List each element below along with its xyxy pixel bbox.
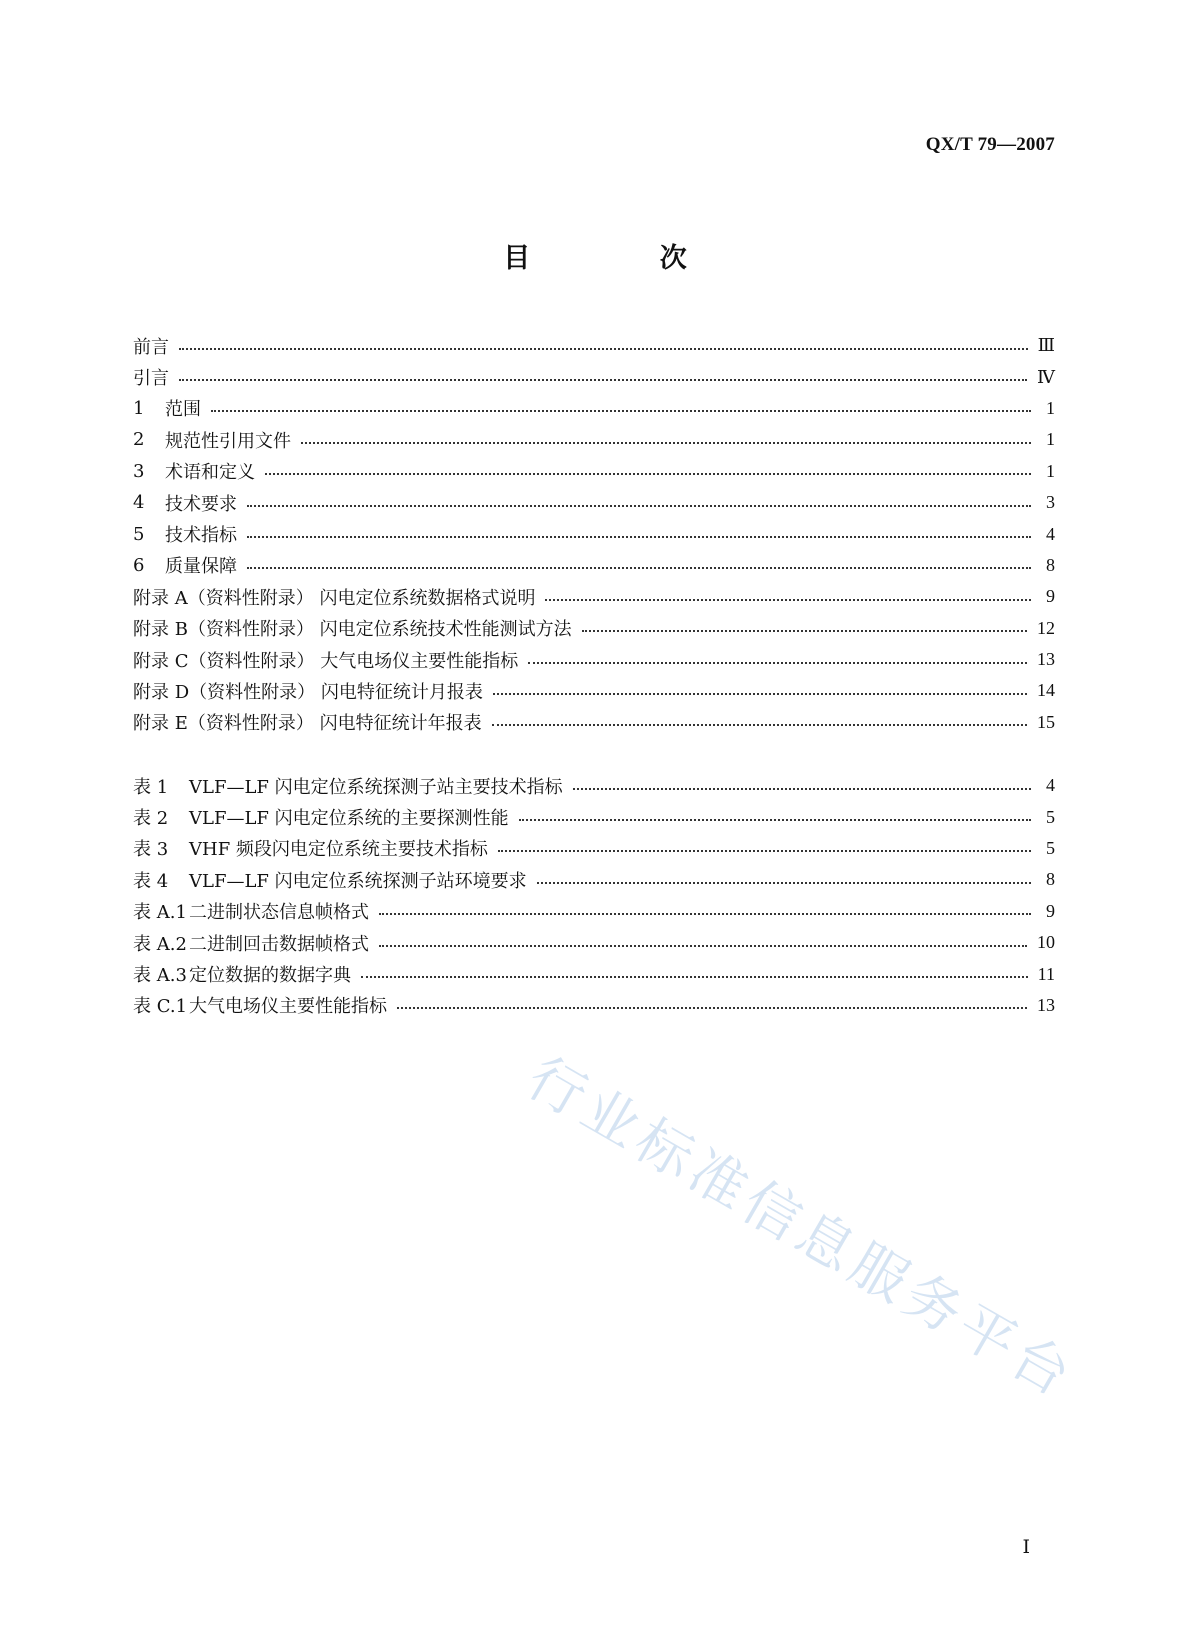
toc-entry-label: 附录 E（资料性附录） 闪电特征统计年报表 (133, 713, 482, 735)
toc-entry-number: 3 (133, 460, 145, 482)
table-entry-label: 二进制回击数据帧格式 (189, 933, 369, 955)
table-entry-page: 5 (1046, 806, 1055, 827)
toc-entry-label: 术语和定义 (165, 462, 255, 484)
toc-entry-page: 14 (1037, 680, 1055, 701)
table-entry[interactable] (133, 896, 1055, 927)
dot-leader (397, 1007, 1027, 1009)
toc-entry-label: 质量保障 (165, 556, 237, 578)
toc-entry-page: 1 (1046, 429, 1055, 450)
table-entry-number: 表 3 (133, 839, 169, 861)
table-entry-label: 二进制状态信息帧格式 (189, 902, 369, 924)
table-entry[interactable] (133, 958, 1055, 989)
table-entry-page: 10 (1037, 932, 1055, 953)
dot-leader (528, 662, 1027, 664)
toc-entry-number: 4 (133, 492, 145, 514)
toc-entry-page: Ⅲ (1037, 335, 1055, 356)
toc-entry[interactable] (133, 393, 1055, 424)
toc-entry-page: Ⅳ (1037, 366, 1055, 387)
table-entry[interactable] (133, 770, 1055, 801)
toc-entry-page: 1 (1046, 460, 1055, 481)
toc-entry-label: 附录 D（资料性附录） 闪电特征统计月报表 (133, 681, 483, 703)
table-entry-label: 定位数据的数据字典 (189, 965, 351, 987)
dot-leader (247, 567, 1031, 569)
toc-entry[interactable] (133, 361, 1055, 392)
toc-entry-label: 前言 (133, 336, 169, 358)
toc-list (133, 330, 1055, 738)
dot-leader (247, 505, 1031, 507)
table-entry-label: VLF—LF 闪电定位系统的主要探测性能 (189, 808, 509, 830)
toc-entry-page: 9 (1046, 586, 1055, 607)
table-entry-number: 表 A.1 (133, 902, 187, 924)
toc-entry[interactable] (133, 487, 1055, 518)
table-entry[interactable] (133, 864, 1055, 895)
dot-leader (379, 945, 1027, 947)
table-entry-number: 表 4 (133, 870, 169, 892)
table-entry-number: 表 C.1 (133, 996, 188, 1018)
dot-leader (379, 913, 1031, 915)
table-entry-page: 11 (1037, 963, 1055, 984)
toc-entry-page: 13 (1037, 649, 1055, 670)
table-entry[interactable] (133, 833, 1055, 864)
toc-entry[interactable] (133, 518, 1055, 549)
toc-entry[interactable] (133, 456, 1055, 487)
dot-leader (492, 724, 1027, 726)
toc-entry-label: 附录 C（资料性附录） 大气电场仪主要性能指标 (133, 650, 519, 672)
toc-entry-page: 4 (1046, 523, 1055, 544)
dot-leader (545, 599, 1031, 601)
table-entry-number: 表 2 (133, 808, 169, 830)
toc-entry-page: 12 (1037, 617, 1055, 638)
table-entry-page: 4 (1046, 775, 1055, 796)
standard-code: QX/T 79—2007 (925, 134, 1055, 155)
table-entry-label: VLF—LF 闪电定位系统探测子站环境要求 (189, 870, 527, 892)
table-entry-label: 大气电场仪主要性能指标 (189, 996, 387, 1018)
table-entry-page: 13 (1037, 994, 1055, 1015)
table-entry[interactable] (133, 801, 1055, 832)
dot-leader (179, 348, 1028, 350)
toc-entry-appendix[interactable] (133, 675, 1055, 706)
toc-entry-number: 2 (133, 429, 145, 451)
page-number: Ⅰ (1022, 1537, 1030, 1558)
toc-entry[interactable] (133, 330, 1055, 361)
dot-leader (519, 819, 1031, 821)
table-entry-page: 8 (1046, 869, 1055, 890)
watermark-text: 行业标准信息服务平台 (516, 1045, 1086, 1412)
dot-leader (211, 410, 1031, 412)
toc-entry-appendix[interactable] (133, 613, 1055, 644)
toc-entry-label: 规范性引用文件 (165, 430, 291, 452)
table-entry-number: 表 A.2 (133, 933, 187, 955)
dot-leader (247, 536, 1031, 538)
dot-leader (498, 850, 1031, 852)
toc-entry-label: 范围 (165, 399, 201, 421)
dot-leader (493, 693, 1027, 695)
toc-entry-number: 1 (133, 397, 145, 419)
toc-entry-number: 5 (133, 523, 145, 545)
table-entry[interactable] (133, 990, 1055, 1021)
dot-leader (301, 442, 1031, 444)
dot-leader (361, 976, 1028, 978)
toc-entry-appendix[interactable] (133, 644, 1055, 675)
toc-entry[interactable] (133, 424, 1055, 455)
table-entry-label: VHF 频段闪电定位系统主要技术指标 (189, 839, 488, 861)
table-entry-label: VLF—LF 闪电定位系统探测子站主要技术指标 (189, 776, 563, 798)
toc-entry-page: 1 (1046, 397, 1055, 418)
toc-entry-label: 引言 (133, 368, 169, 390)
toc-entry-label: 附录 A（资料性附录） 闪电定位系统数据格式说明 (133, 587, 536, 609)
toc-entry-number: 6 (133, 554, 145, 576)
dot-leader (573, 788, 1031, 790)
table-entry-number: 表 A.3 (133, 965, 187, 987)
table-entry[interactable] (133, 927, 1055, 958)
table-entry-page: 9 (1046, 900, 1055, 921)
dot-leader (265, 473, 1031, 475)
toc-entry-label: 技术指标 (165, 525, 237, 547)
toc-entry-page: 8 (1046, 554, 1055, 575)
dot-leader (582, 630, 1027, 632)
toc-entry-label: 附录 B（资料性附录） 闪电定位系统技术性能测试方法 (133, 619, 572, 641)
toc-entry-label: 技术要求 (165, 493, 237, 515)
page-title: 目 次 (503, 243, 747, 274)
toc-entry-page: 15 (1037, 711, 1055, 732)
toc-entry-appendix[interactable] (133, 707, 1055, 738)
table-entry-page: 5 (1046, 837, 1055, 858)
dot-leader (537, 882, 1031, 884)
dot-leader (179, 379, 1027, 381)
toc-entry-page: 3 (1046, 492, 1055, 513)
toc-entry[interactable] (133, 550, 1055, 581)
table-list (133, 770, 1055, 1021)
toc-entry-appendix[interactable] (133, 581, 1055, 612)
table-entry-number: 表 1 (133, 776, 169, 798)
